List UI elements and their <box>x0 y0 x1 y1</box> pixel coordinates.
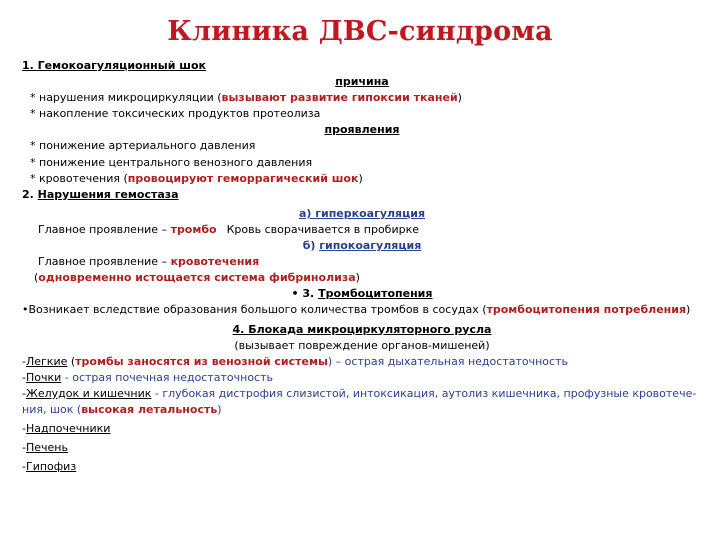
organ-kidney-text: - острая почечная недостаточность <box>61 370 273 384</box>
organ-liver <box>22 440 702 456</box>
hypo-prefix: б) <box>302 239 320 253</box>
organ-kidney-name: Почки <box>25 370 62 384</box>
section-3-prefix: • 3. <box>291 287 319 301</box>
organ-lungs-open: ( <box>67 354 76 368</box>
section-3-close: ) <box>686 303 691 317</box>
organ-kidney <box>22 370 702 386</box>
section-2-number: 2. <box>22 187 38 201</box>
organ-lungs <box>22 354 702 370</box>
section-2-title <box>22 187 702 203</box>
manifest-3-close: ) <box>358 171 363 185</box>
manifest-3-highlight: провоцируют геморрагический шок <box>127 171 359 185</box>
manifest-2: * понижение центрального венозного давления <box>30 155 313 169</box>
manifest-3 <box>22 171 702 187</box>
organ-lungs-highlight: тромбы заносятся из венозной системы <box>75 354 328 368</box>
organ-liver-dash: - <box>22 441 26 455</box>
cause-2: * накопление токсических продуктов протеолиза <box>30 107 321 121</box>
hypo-note-open: ( <box>34 271 39 285</box>
cause-1-close: ) <box>457 91 462 105</box>
organ-gi <box>22 386 702 418</box>
organ-adrenal-dash: - <box>22 422 26 436</box>
slide-body <box>22 58 702 475</box>
section-3-highlight: тромбоцитопения потребления <box>486 303 687 317</box>
hyper-text-a: Главное проявление – <box>38 222 171 236</box>
organ-gi-text: - глубокая дистрофия слизистой, интоксикация, аутолиз кишечника, профузные кровотече-ния, шок ( <box>22 386 697 416</box>
section-2-name: Нарушения гемостаза <box>37 187 179 201</box>
organ-pituitary <box>22 459 702 475</box>
organ-pituitary-dash: - <box>22 460 26 474</box>
organ-liver-name: Печень <box>25 441 68 455</box>
hypo-note-close: ) <box>355 271 360 285</box>
organ-lungs-name: Легкие <box>25 354 68 368</box>
organ-kidney-dash: - <box>22 370 26 384</box>
cause-1 <box>22 90 702 106</box>
organ-gi-dash: - <box>22 386 26 400</box>
hypo-name: гипокоагуляция <box>319 239 422 253</box>
cause-header: причина <box>335 75 389 89</box>
section-4-subtitle: (вызывает повреждение органов-мишеней) <box>234 338 490 352</box>
organ-lungs-text: ) – острая дыхательная недостаточность <box>327 354 568 368</box>
hypo-title <box>22 238 702 254</box>
cause-1-highlight: вызывают развитие гипоксии тканей <box>221 91 458 105</box>
organ-lungs-dash: - <box>22 354 26 368</box>
hypo-text-highlight: кровотечения <box>170 255 260 269</box>
section-3-text-a: •Возникает вследствие образования большого количества тромбов в сосудах ( <box>22 303 487 317</box>
hyper-text-c: Кровь сворачивается в пробирке <box>226 222 419 236</box>
hypo-text <box>22 254 702 270</box>
hypo-note <box>22 270 702 286</box>
hyper-title: а) гиперкоагуляция <box>298 206 426 220</box>
hypo-note-highlight: одновременно истощается система фибринолиза <box>38 271 356 285</box>
organ-gi-highlight: высокая летальность <box>81 402 218 416</box>
organ-pituitary-name: Гипофиз <box>25 460 77 474</box>
hyper-text <box>22 222 702 238</box>
section-1-title: 1. Гемокоагуляционный шок <box>22 59 206 72</box>
slide-title: Клиника ДВС-синдрома <box>167 16 553 47</box>
section-4-title: 4. Блокада микроциркуляторного русла <box>232 322 492 336</box>
manifest-3-text: * кровотечения ( <box>30 171 128 185</box>
hypo-text-a: Главное проявление – <box>38 255 171 269</box>
organ-adrenal-name: Надпочечники <box>25 422 111 436</box>
hyper-text-highlight: тромбо <box>170 222 217 236</box>
section-3-text <box>22 302 702 318</box>
organ-gi-close: ) <box>217 402 222 416</box>
cause-1-text: * нарушения микроциркуляции ( <box>30 91 222 105</box>
section-3-name: Тромбоцитопения <box>318 287 433 301</box>
manifest-header: проявления <box>324 123 400 137</box>
organ-gi-name: Желудок и кишечник <box>25 386 152 400</box>
section-3-title <box>22 286 702 302</box>
organ-adrenal <box>22 421 702 437</box>
manifest-1: * понижение артериального давления <box>30 139 256 153</box>
